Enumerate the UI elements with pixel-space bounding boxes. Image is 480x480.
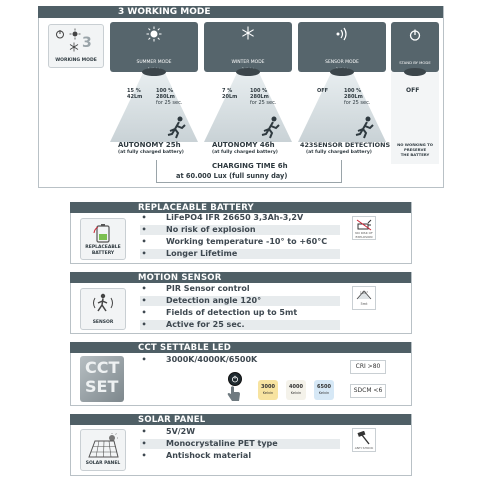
autonomy-note: (at fully charged battery) xyxy=(306,150,372,155)
cct-bar xyxy=(70,342,411,353)
battery-icon-label: BATTERY xyxy=(91,251,115,256)
cct-title: CCT SETTABLE LED xyxy=(138,343,232,353)
color-temp-4000: 4000 Kelvin xyxy=(286,380,306,400)
snowflake-icon xyxy=(241,26,255,40)
mode-full-level: 100 % 280Lm for 25 sec. xyxy=(250,88,277,106)
list-item: • No risk of explosion xyxy=(140,225,340,235)
list-item: • 5V/2W xyxy=(141,427,196,436)
list-item: • Detection angle 120° xyxy=(140,296,340,306)
mode-name: WINTER MODE xyxy=(231,60,265,65)
mode-dim-level: 15 % 42Lm xyxy=(127,88,143,100)
working-mode-icon-box xyxy=(48,24,104,68)
sun-icon xyxy=(146,26,162,42)
list-item: • PIR Sensor control xyxy=(141,284,250,293)
battery-bar xyxy=(70,202,411,213)
pointing-hand-icon xyxy=(225,386,243,402)
list-item: • Longer Lifetime xyxy=(140,249,340,259)
autonomy-text: 423SENSOR DETECTIONS xyxy=(300,141,391,149)
color-temp-6500: 6500 Kelvin xyxy=(314,380,334,400)
angle-label: 120° xyxy=(359,291,369,295)
list-item: • Antishock material xyxy=(141,451,252,460)
detection-angle-badge xyxy=(352,286,376,310)
running-person-icon xyxy=(166,115,190,139)
sensor-icon-box xyxy=(80,288,126,330)
badge-label: NO RISK OF xyxy=(355,231,373,235)
power-icon xyxy=(231,375,239,383)
lamp-icon xyxy=(330,68,354,76)
solar-icon-label: SOLAR PANEL xyxy=(85,461,121,466)
working-mode-title: 3 WORKING MODE xyxy=(118,7,211,17)
list-item: • Monocrystaline PET type xyxy=(140,439,340,449)
cct-logo-line2: SET xyxy=(85,377,119,396)
cct-selector-button[interactable] xyxy=(228,372,242,386)
cri-badge: CRI >80 xyxy=(350,360,386,374)
standby-mode-card xyxy=(391,22,439,72)
solar-title: SOLAR PANEL xyxy=(138,415,206,425)
sun-icon xyxy=(69,28,81,40)
explosion-icon xyxy=(356,219,372,231)
cct-set-logo xyxy=(80,356,124,402)
charging-time: CHARGING TIME 6h xyxy=(212,162,288,170)
working-mode-number: 3 xyxy=(82,35,92,51)
working-mode-bar xyxy=(38,6,443,18)
battery-icon-label: REPLACEABLE xyxy=(85,245,121,250)
mode-name: SENSOR MODE xyxy=(325,60,359,65)
sensor-mode-card xyxy=(298,22,386,72)
wave-signal-icon xyxy=(335,27,349,41)
list-item: • Working temperature -10° to +60°C xyxy=(141,237,328,246)
motion-title: MOTION SENSOR xyxy=(138,273,222,283)
power-icon xyxy=(408,28,422,42)
sdcm-badge: SDCM <6 xyxy=(350,384,386,398)
autonomy-note: (at fully charged battery) xyxy=(212,150,278,155)
motion-sensor-icon xyxy=(91,293,115,315)
running-person-icon xyxy=(260,115,284,139)
battery-icon-box xyxy=(80,218,126,260)
no-explosion-badge xyxy=(352,216,376,240)
badge-label: EXPLOSION xyxy=(355,234,373,239)
antishock-badge xyxy=(352,428,376,452)
lamp-icon xyxy=(404,68,426,76)
standby-state: OFF xyxy=(406,87,420,94)
lamp-icon xyxy=(236,68,260,76)
list-item: • Active for 25 sec. xyxy=(140,320,340,330)
standby-note: NO WORKING TO PRESERVE THE BATTERY xyxy=(397,142,433,157)
cct-logo-line1: CCT xyxy=(85,358,120,377)
autonomy-text: AUTONOMY 46h xyxy=(212,141,275,149)
solar-icon-box xyxy=(80,429,126,471)
charging-condition: at 60.000 Lux (full sunny day) xyxy=(176,172,288,180)
mode-name: SUMMER MODE xyxy=(136,60,172,65)
summer-mode-card xyxy=(110,22,198,72)
battery-title: REPLACEABLE BATTERY xyxy=(138,203,254,213)
list-item: • 3000K/4000K/6500K xyxy=(141,355,258,364)
autonomy-note: (at fully charged battery) xyxy=(118,150,184,155)
mode-full-level: 100 % 280Lm for 25 sec. xyxy=(344,88,371,106)
badge-label: ANTI SHOCK xyxy=(354,446,374,450)
working-mode-icon-label: WORKING MODE xyxy=(55,58,97,63)
mode-dim-level: 7 % 20Lm xyxy=(222,88,238,100)
snowflake-icon xyxy=(69,42,79,52)
hammer-icon xyxy=(356,431,372,445)
power-icon xyxy=(55,29,65,39)
sensor-icon-label: SENSOR xyxy=(92,320,114,325)
winter-mode-card xyxy=(204,22,292,72)
lamp-icon xyxy=(142,68,166,76)
color-temp-3000: 3000 Kelvin xyxy=(258,380,278,400)
mode-name: STAND BY MODE xyxy=(399,60,431,65)
solar-panel-icon xyxy=(86,433,120,459)
running-person-icon xyxy=(354,115,378,139)
distance-label: 5mt xyxy=(360,302,368,306)
battery-icon xyxy=(93,223,113,243)
motion-bar xyxy=(70,272,411,283)
solar-bar xyxy=(70,414,411,425)
list-item: • Fields of detection up to 5mt xyxy=(141,308,298,317)
list-item: • LiFePO4 IFR 26650 3,3Ah-3,2V xyxy=(141,213,304,222)
mode-dim-level: OFF xyxy=(317,88,329,94)
autonomy-text: AUTONOMY 25h xyxy=(118,141,181,149)
mode-full-level: 100 % 280Lm for 25 sec. xyxy=(156,88,183,106)
